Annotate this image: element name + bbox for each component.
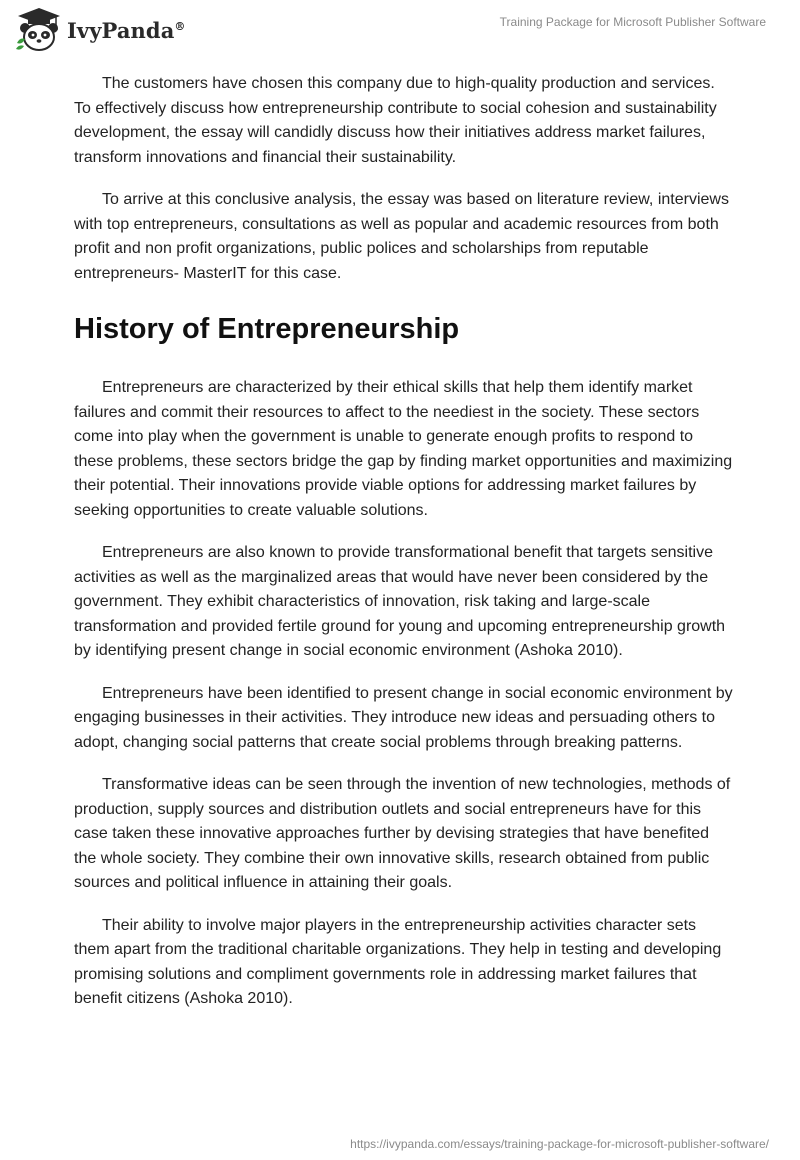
paragraph: To arrive at this conclusive analysis, the essay was based on literature review, interviews with top entrepreneurs, consultations as well as popular and academic resources from both profit and non profit organizations, public polices and scholarships from reputable entrepreneurs- MasterIT for this case. [74,191,729,282]
page-header [0,0,800,70]
panda-logo-icon [14,6,64,54]
paragraph: Their ability to involve major players in the entrepreneurship activities character sets them apart from the traditional charitable organizations. They help in testing and developing promising solutions and compliment governments role in addressing market failures that benefit citizens (Ashoka 2010). [74,916,722,1007]
document-title: Training Package for Microsoft Publisher Software [499,15,766,29]
essay-content [74,72,734,1030]
registered-mark: ® [174,19,186,33]
logo-text: IvyPanda® [67,17,186,43]
paragraph: Entrepreneurs are also known to provide transformational benefit that targets sensitive activities as well as the marginalized areas that would have never been considered by the government. They exhibit characteristics of innovation, risk taking and large-scale transformation and provided fertile ground for young and upcoming entrepreneurship growth by identifying present change in social economic environment (Ashoka 2010). [74,544,726,659]
paragraph: Transformative ideas can be seen through the invention of new technologies, methods of production, supply sources and distribution outlets and social entrepreneurs have for this case taken these innovative approaches further by devising strategies that have benefited the whole society. They combine their own innovative skills, research obtained from public sources and political influence in attaining their goals. [74,776,731,891]
source-url[interactable]: https://ivypanda.com/essays/training-package-for-microsoft-publisher-software/ [350,1137,769,1151]
paragraph: Entrepreneurs are characterized by their ethical skills that help them identify market failures and commit their resources to affect to the neediest in the society. These sectors come into play when the government is unable to generate enough profits to respond to these problems, these sectors bridge the gap by finding market opportunities and maximizing their potential. Their innovations provide viable options for addressing market failures by seeking opportunities to create valuable solutions. [74,379,733,519]
paragraph: Entrepreneurs have been identified to present change in social economic environment by engaging businesses in their activities. They introduce new ideas and persuading others to adopt, changing social patterns that create social problems through breaking patterns. [74,684,733,751]
section-heading: History of Entrepreneurship [74,313,460,345]
logo[interactable] [14,6,186,54]
paragraph: The customers have chosen this company due to high-quality production and services. To effectively discuss how entrepreneurship contribute to social cohesion and sustainability development, the essay will candidly discuss how their initiatives address market failures, transform innovations and financial their sustainability. [74,75,717,166]
